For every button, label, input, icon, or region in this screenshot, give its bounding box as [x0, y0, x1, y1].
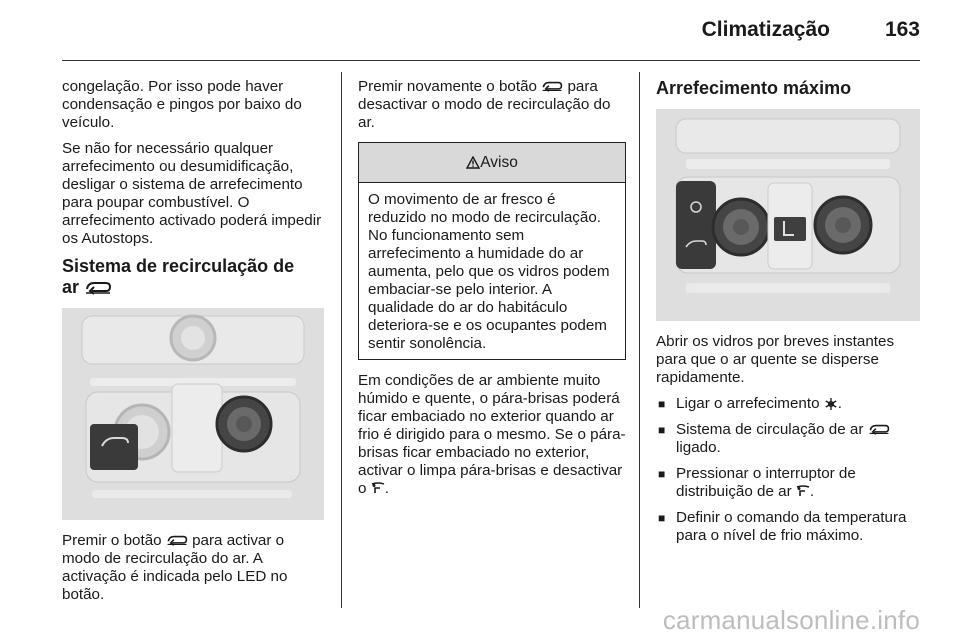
list-item: ■ Pressionar o interruptor de distribuição de ar . — [658, 465, 856, 500]
bullet-icon: ■ — [658, 467, 666, 481]
paragraph: Se não for necessário qualquer arrefecimento ou desumidificação, desligar o sistema de arrefecimento para poupar combustível. O arrefecimento activado poderá impedir os Autostops. — [62, 140, 322, 247]
watermark: carmanualsonline.info — [662, 605, 920, 635]
recirculation-icon — [166, 535, 188, 546]
warning-text: O movimento de ar fresco é reduzido no modo de recirculação. No funcionamento sem arrefecimento a humidade do ar aumenta, pelo que os vidros podem embaciar-se pelo interior. A qualidade do ar do habitáculo deteriora-se e os ocupantes podem sentir sonolência. — [368, 191, 610, 352]
paragraph: Em condições de ar ambiente muito húmido e quente, o pára-brisas poderá ficar embaciado no exterior quando ar frio é dirigido para o mesmo. Se o pára-brisas ficar embaciado no exterior, activar o limpa pára-brisas e desactivar o . — [358, 372, 626, 497]
section-heading: Sistema de recirculação de ar — [62, 256, 295, 297]
recirculation-icon — [868, 424, 890, 435]
list-item: ■ Definir o comando da temperatura para o nível de frio máximo. — [658, 509, 907, 544]
paragraph: Premir o botão para activar o modo de recirculação do ar. A activação é indicada pelo LED no botão. — [62, 532, 288, 603]
list-item: ■ Sistema de circulação de ar ligado. — [656, 421, 922, 457]
column-1 — [62, 78, 324, 612]
recirculation-icon — [541, 81, 563, 92]
column-2 — [358, 78, 626, 506]
header-divider — [62, 60, 920, 61]
warning-box — [358, 142, 626, 360]
list-item: ■ Ligar o arrefecimento . — [658, 395, 842, 412]
page-number: 163 — [884, 18, 920, 41]
column-3 — [656, 78, 922, 553]
snowflake-icon — [824, 397, 838, 411]
recirculation-button-photo — [62, 308, 324, 520]
windscreen-airflow-icon — [796, 485, 810, 498]
windscreen-airflow-icon — [371, 482, 385, 495]
warning-header — [359, 143, 625, 183]
warning-title: Aviso — [480, 154, 518, 171]
paragraph: congelação. Por isso pode haver condensação e pingos por baixo do veículo. — [62, 78, 302, 131]
paragraph: Premir novamente o botão para desactivar o modo de recirculação do ar. — [358, 78, 611, 131]
section-heading: Arrefecimento máximo — [656, 78, 852, 98]
column-divider-1 — [341, 72, 342, 608]
instruction-list — [656, 395, 922, 545]
warning-triangle-icon — [466, 156, 480, 169]
paragraph: Abrir os vidros por breves instantes para que o ar quente se disperse rapidamente. — [656, 333, 895, 386]
bullet-icon: ■ — [658, 511, 666, 525]
climate-control-photo — [656, 109, 920, 321]
bullet-icon: ■ — [658, 423, 666, 437]
section-title: Climatização — [701, 18, 830, 41]
bullet-icon: ■ — [658, 397, 666, 411]
recirculation-icon — [84, 281, 112, 295]
column-divider-2 — [639, 72, 640, 608]
